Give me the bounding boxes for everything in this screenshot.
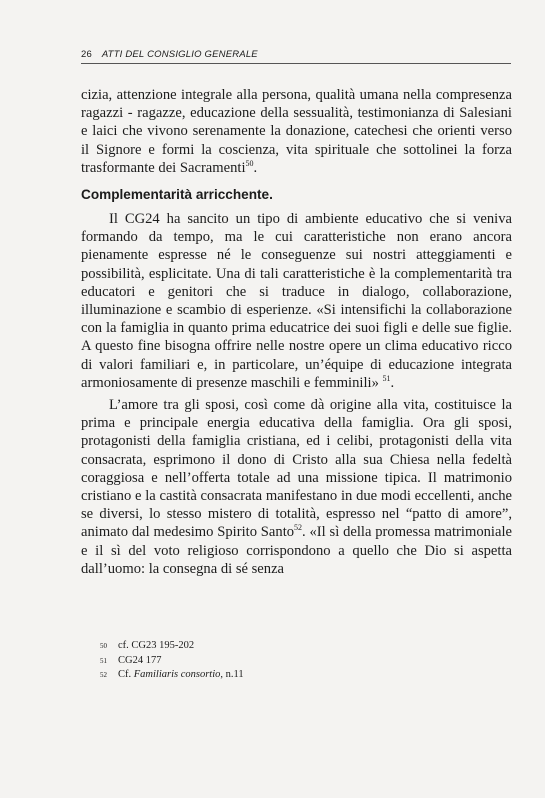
section-heading: Complementarità arricchente.: [81, 187, 273, 203]
footnote-ref-52: 52: [294, 523, 303, 533]
footnote-ref-50: 50: [245, 158, 254, 168]
body-text: [81, 86, 512, 578]
footnote-text: cf. CG23 195-202: [118, 640, 195, 651]
footnote-number: 50: [100, 642, 107, 650]
footnote-number: 51: [100, 656, 107, 665]
paragraph-1-text: cizia, attenzione integrale alla persona, qualità umana nella compresenza ragazzi - ragazze, educazione della sessualità, testimonianza di Salesiani e laici che vivono serenamente la donazione, catechesi che orienti verso il Signore e formi la coscienza, vita spirituale che sottolinei la forza trasformante dei Sacramenti: [81, 87, 512, 176]
footnote-text: CG24 177: [118, 654, 162, 666]
running-header: [81, 49, 511, 64]
footnote-50: [100, 639, 510, 654]
paragraph-2-end: .: [390, 374, 395, 391]
footnotes: [100, 639, 510, 683]
footnote-number: 52: [100, 671, 107, 679]
paragraph-1: [81, 86, 512, 177]
footnote-suffix: , n.11: [220, 669, 244, 680]
paragraph-3-text: L’amore tra gli sposi, così come dà origine alla vita, costituisce la prima e principale energia educativa della famiglia. Ora gli sposi, protagonisti della famiglia cristiana, ed i celibi, protagonisti della vita consacrata, esprimono il dono di Cristo alla sua Chiesa nella fedeltà coraggiosa e nell’offerta totale ad una missione tipica. Il matrimonio cristiano e la castità consacrata manifestano in due modi eccellenti, anche se diversi, lo stesso mistero di totalità, espresso nel “patto di amore”, animato dal medesimo Spirito Santo: [81, 397, 512, 541]
page-number: 26: [81, 49, 92, 60]
paragraph-3: [81, 396, 512, 578]
footnote-ref-51: 51: [382, 373, 391, 383]
paragraph-2-text: Il CG24 ha sancito un tipo di ambiente educativo che si veniva formando da tempo, ma le cui caratteristiche non erano ancora pienamente espresse né le conseguenze sui nostri atteggiamenti e possibilità, esplicitate. Una di tali caratteristiche è la complementarità tra educatori e genitori che si traduce in dialogo, collaborazione, illuminazione e scambio di esperienze. «Si intensifichi la collaborazione con la famiglia in quanto prima educatrice dei suoi figli e delle sue figlie. A questo fine bisogna offrire nelle nostre opere un clima educativo ricco di valori familiari e, in particolare, un’équipe di educazione integrata armoniosamente di presenze maschili e femminili»: [81, 211, 512, 391]
paragraph-1-end: .: [253, 159, 258, 176]
footnote-work-title: Familiaris consortio: [133, 669, 221, 680]
footnote-text: [118, 668, 244, 683]
footnote-52: [100, 668, 510, 683]
footnote-51: [100, 654, 510, 669]
paragraph-3-end: . «Il sì della promessa matrimoniale e il sì del voto religioso corrispondono a quello che Dio si aspetta dall’uomo: la consegna di sé senza: [81, 524, 512, 577]
running-title: ATTI DEL CONSIGLIO GENERALE: [101, 49, 258, 60]
footnote-prefix: Cf.: [118, 669, 134, 680]
paragraph-2: [81, 210, 512, 392]
